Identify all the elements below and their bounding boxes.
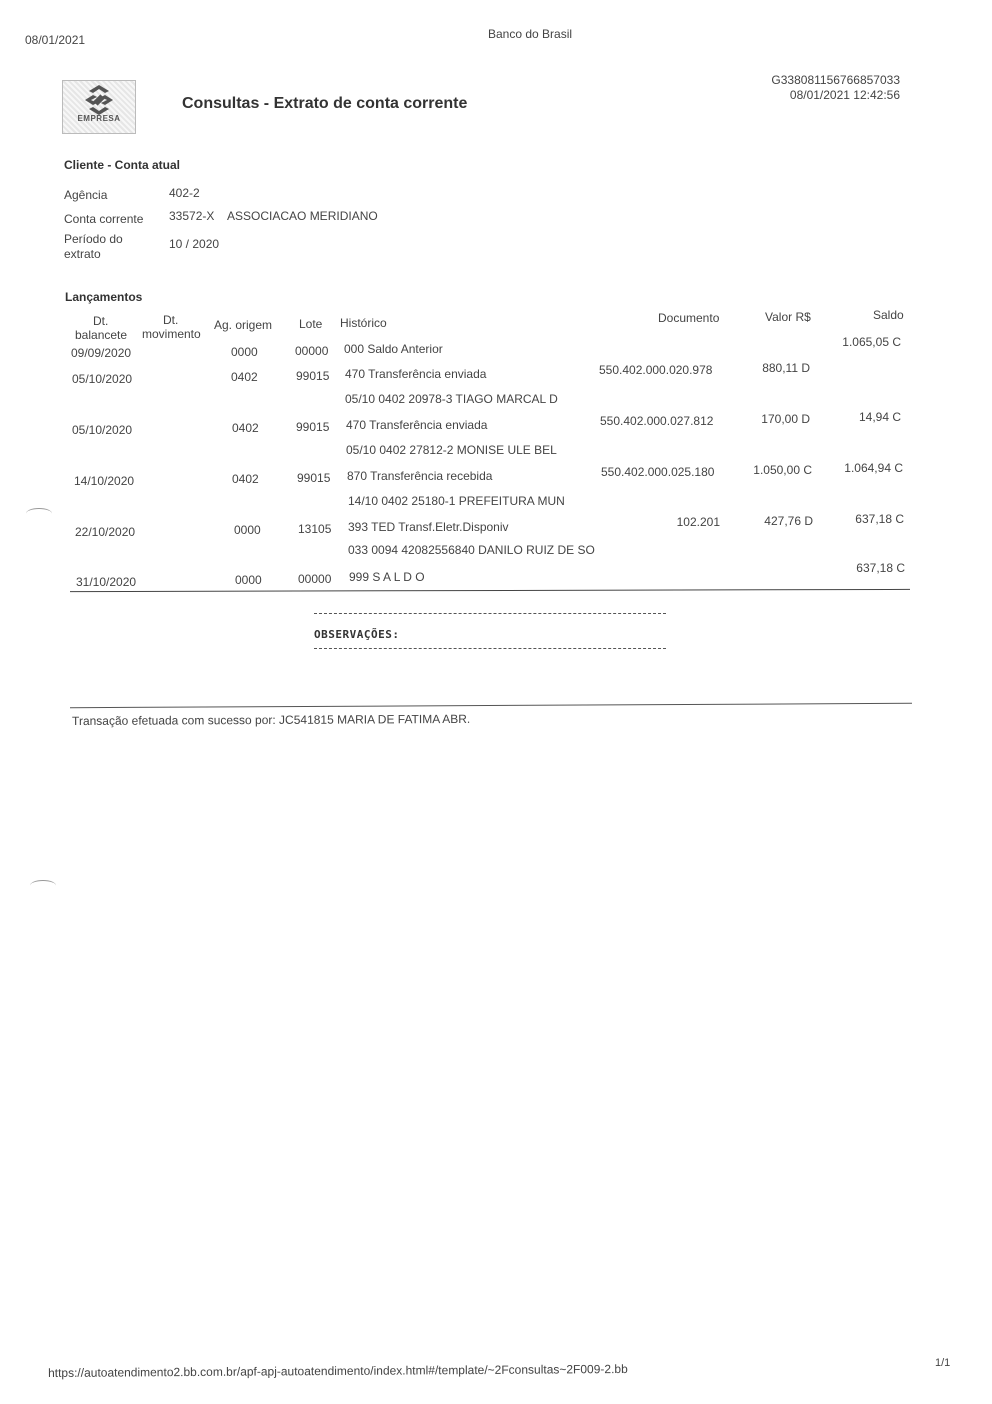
row-documento: 550.402.000.027.812 bbox=[600, 414, 714, 428]
print-date: 08/01/2021 bbox=[25, 33, 86, 47]
row-lote: 00000 bbox=[295, 344, 329, 358]
bank-logo bbox=[62, 80, 136, 134]
observacoes-bottom-dashes bbox=[314, 648, 666, 649]
col-documento: Documento bbox=[658, 311, 720, 325]
page-url: https://autoatendimento2.bb.com.br/apf-apj-autoatendimento/index.html#/template/~2Fconsultas~2F009-2.bb bbox=[48, 1361, 628, 1380]
logo-text: EMPRESA bbox=[77, 114, 121, 123]
col-dt-movimento-2: movimento bbox=[142, 327, 201, 341]
col-lote: Lote bbox=[299, 317, 323, 331]
client-heading: Cliente - Conta atual bbox=[64, 158, 181, 172]
conta-name: ASSOCIACAO MERIDIANO bbox=[227, 209, 378, 223]
lancamentos-heading: Lançamentos bbox=[65, 290, 143, 304]
periodo-label-line1: Período do bbox=[64, 232, 123, 246]
row-saldo: 1.065,05 C bbox=[842, 335, 901, 349]
row-historico: 393 TED Transf.Eletr.Disponiv bbox=[348, 520, 509, 534]
row-historico: 999 S A L D O bbox=[349, 570, 425, 584]
scan-mark bbox=[30, 880, 56, 891]
row-ag-origem: 0402 bbox=[232, 472, 259, 486]
col-dt-balancete-2: balancete bbox=[75, 328, 128, 342]
row-ag-origem: 0000 bbox=[235, 573, 262, 587]
row-saldo: 14,94 C bbox=[858, 410, 901, 424]
footer-rule bbox=[70, 703, 912, 708]
page-number: 1/1 bbox=[935, 1357, 951, 1369]
row-saldo: 1.064,94 C bbox=[844, 461, 903, 475]
row-dt-balancete: 05/10/2020 bbox=[72, 423, 133, 437]
observacoes-label: OBSERVAÇÕES: bbox=[314, 628, 400, 641]
row-lote: 99015 bbox=[297, 471, 331, 485]
bb-logo-icon bbox=[83, 85, 115, 115]
col-ag-origem: Ag. origem bbox=[214, 318, 273, 332]
row-ag-origem: 0000 bbox=[231, 345, 258, 359]
observacoes-top-dashes bbox=[314, 613, 666, 614]
row-historico: 470 Transferência enviada bbox=[345, 367, 487, 381]
bank-name: Banco do Brasil bbox=[488, 27, 573, 41]
row-dt-balancete: 09/09/2020 bbox=[71, 346, 132, 360]
conta-value: 33572-X bbox=[169, 209, 215, 223]
col-dt-balancete-1: Dt. bbox=[93, 314, 109, 328]
agencia-label: Agência bbox=[64, 188, 108, 202]
row-dt-balancete: 31/10/2020 bbox=[76, 575, 137, 589]
scan-mark bbox=[26, 508, 52, 519]
row-documento: 102.201 bbox=[676, 515, 720, 529]
row-documento: 550.402.000.025.180 bbox=[601, 465, 715, 479]
row-lote: 99015 bbox=[296, 369, 330, 383]
row-saldo: 637,18 C bbox=[855, 512, 904, 526]
document-id: G338081156766857033 bbox=[771, 73, 900, 87]
document-timestamp: 08/01/2021 12:42:56 bbox=[789, 88, 900, 102]
row-ag-origem: 0000 bbox=[234, 523, 261, 537]
row-valor: 880,11 D bbox=[762, 361, 810, 375]
row-detail: 05/10 0402 27812-2 MONISE ULE BEL bbox=[346, 443, 557, 457]
row-dt-balancete: 14/10/2020 bbox=[74, 474, 135, 488]
col-dt-movimento-1: Dt. bbox=[163, 313, 179, 327]
row-valor: 427,76 D bbox=[764, 514, 813, 528]
row-dt-balancete: 22/10/2020 bbox=[75, 525, 136, 539]
row-lote: 13105 bbox=[298, 522, 332, 536]
row-valor: 170,00 D bbox=[761, 412, 810, 426]
row-detail: 05/10 0402 20978-3 TIAGO MARCAL D bbox=[345, 392, 558, 406]
row-historico: 870 Transferência recebida bbox=[347, 469, 493, 483]
periodo-label-line2: extrato bbox=[64, 247, 101, 261]
page-title: Consultas - Extrato de conta corrente bbox=[182, 95, 468, 112]
row-dt-balancete: 05/10/2020 bbox=[72, 372, 133, 386]
row-detail: 14/10 0402 25180-1 PREFEITURA MUN bbox=[348, 494, 565, 508]
col-valor: Valor R$ bbox=[765, 310, 811, 324]
periodo-value: 10 / 2020 bbox=[169, 237, 220, 251]
row-documento: 550.402.000.020.978 bbox=[599, 363, 713, 377]
row-historico: 000 Saldo Anterior bbox=[344, 342, 443, 356]
row-valor: 1.050,00 C bbox=[753, 463, 812, 477]
row-lote: 99015 bbox=[296, 420, 330, 434]
row-ag-origem: 0402 bbox=[232, 421, 259, 435]
row-detail: 033 0094 42082556840 DANILO RUIZ DE SO bbox=[348, 543, 595, 557]
row-historico: 470 Transferência enviada bbox=[346, 418, 488, 432]
conta-label: Conta corrente bbox=[64, 212, 144, 226]
row-ag-origem: 0402 bbox=[231, 370, 258, 384]
transaction-note: Transação efetuada com sucesso por: JC541815 MARIA DE FATIMA ABR. bbox=[72, 711, 471, 728]
agencia-value: 402-2 bbox=[169, 186, 200, 200]
table-bottom-rule bbox=[70, 589, 910, 592]
col-historico: Histórico bbox=[340, 316, 387, 330]
row-lote: 00000 bbox=[298, 572, 332, 586]
row-saldo: 637,18 C bbox=[856, 561, 905, 575]
col-saldo: Saldo bbox=[873, 308, 904, 322]
